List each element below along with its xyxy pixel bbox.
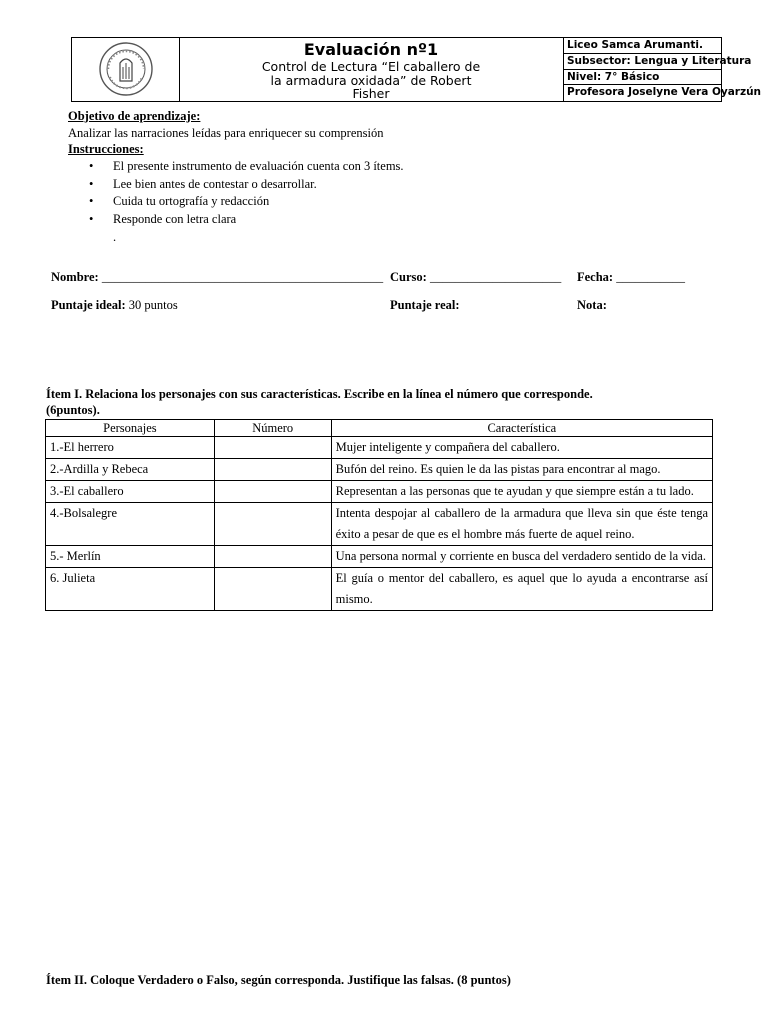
instruction-item: • Lee bien antes de contestar o desarrollar.	[89, 176, 404, 194]
personaje-cell: 3.-El caballero	[46, 481, 215, 503]
numero-answer-cell[interactable]	[214, 546, 331, 568]
teacher: Profesora Joselyne Vera Oyarzún	[567, 86, 762, 99]
header-personajes: Personajes	[46, 420, 215, 437]
curso-label: Curso:	[390, 270, 427, 284]
instruction-item: • Responde con letra clara	[89, 211, 404, 229]
evaluation-subtitle-line-3: Fisher	[352, 86, 390, 101]
school-seal-icon	[98, 41, 154, 97]
item1-table	[45, 419, 713, 611]
header-caracteristica: Característica	[331, 420, 712, 437]
instruction-item: • El presente instrumento de evaluación cuenta con 3 ítems.	[89, 158, 404, 176]
caracteristica-cell: Mujer inteligente y compañera del caballero.	[331, 437, 712, 459]
instruction-item: • Cuida tu ortografía y redacción	[89, 193, 404, 211]
bullet: •	[89, 176, 94, 191]
personaje-cell: 6. Julieta	[46, 568, 215, 611]
school-name: Liceo Samca Arumanti.	[563, 38, 721, 54]
item1-instruction-line-1: Ítem I. Relaciona los personajes con sus características. Escribe en la línea el número que corresponde.	[46, 387, 593, 401]
objective-text: Analizar las narraciones leídas para enriquecer su comprensión	[68, 126, 384, 140]
personaje-cell: 2.-Ardilla y Rebeca	[46, 459, 215, 481]
bullet: •	[89, 211, 94, 226]
header-numero: Número	[214, 420, 331, 437]
item2-instruction: Ítem II. Coloque Verdadero o Falso, según corresponda. Justifique las falsas. (8 puntos)	[46, 973, 511, 987]
personaje-cell: 1.-El herrero	[46, 437, 215, 459]
evaluation-title: Evaluación nº1	[303, 40, 439, 59]
nombre-field[interactable]	[51, 269, 383, 286]
bullet: •	[89, 159, 94, 173]
item1-instruction-line-2: (6puntos).	[46, 403, 100, 417]
table-row	[46, 459, 713, 481]
table-header-row	[46, 420, 713, 437]
puntaje-ideal-value: 30 puntos	[128, 298, 178, 312]
level: Nivel: 7° Básico	[563, 70, 721, 86]
table-row	[46, 481, 713, 503]
bullet: •	[89, 194, 94, 208]
logo-cell	[72, 38, 180, 101]
fecha-line[interactable]: ___________	[616, 270, 685, 284]
puntaje-ideal-label: Puntaje ideal:	[51, 298, 126, 312]
trailing-dot: .	[113, 230, 117, 244]
title-cell	[179, 38, 564, 101]
nombre-line[interactable]: _____________________________________________	[101, 270, 384, 284]
numero-answer-cell[interactable]	[214, 568, 331, 611]
numero-answer-cell[interactable]	[214, 503, 331, 546]
fecha-field[interactable]	[577, 269, 685, 286]
numero-answer-cell[interactable]	[214, 481, 331, 503]
curso-field[interactable]	[390, 269, 561, 286]
caracteristica-cell: Intenta despojar al caballero de la armadura que lleva sin que éste tenga éxito a pesar de que es el hombre más fuerte de aquel reino.	[331, 503, 712, 546]
fecha-label: Fecha:	[577, 270, 614, 284]
curso-line[interactable]: _____________________	[429, 270, 562, 284]
nombre-label: Nombre:	[51, 270, 99, 284]
subject: Subsector: Lengua y Literatura	[563, 54, 721, 70]
caracteristica-cell: Bufón del reino. Es quien le da las pistas para encontrar al mago.	[331, 459, 712, 481]
nota-label: Nota:	[577, 298, 607, 312]
instructions-list	[89, 158, 404, 228]
caracteristica-cell: Representan a las personas que te ayudan y que siempre están a tu lado.	[331, 481, 712, 503]
table-row	[46, 503, 713, 546]
header-table	[71, 37, 762, 102]
numero-answer-cell[interactable]	[214, 437, 331, 459]
personaje-cell: 5.- Merlín	[46, 546, 215, 568]
table-row	[46, 568, 713, 611]
objective-heading: Objetivo de aprendizaje:	[68, 109, 201, 123]
info-cell	[563, 38, 762, 101]
puntaje-ideal	[51, 297, 178, 314]
instructions-heading: Instrucciones:	[68, 142, 144, 156]
numero-answer-cell[interactable]	[214, 459, 331, 481]
evaluation-subtitle-line-2: la armadura oxidada” de Robert	[270, 72, 472, 88]
personaje-cell: 4.-Bolsalegre	[46, 503, 215, 546]
caracteristica-cell: Una persona normal y corriente en busca del verdadero sentido de la vida.	[331, 546, 712, 568]
table-row	[46, 546, 713, 568]
puntaje-real-label: Puntaje real:	[390, 298, 460, 312]
table-row	[46, 437, 713, 459]
caracteristica-cell: El guía o mentor del caballero, es aquel que lo ayuda a encontrarse así mismo.	[331, 568, 712, 611]
evaluation-subtitle-line-1: Control de Lectura “El caballero de	[261, 59, 481, 74]
